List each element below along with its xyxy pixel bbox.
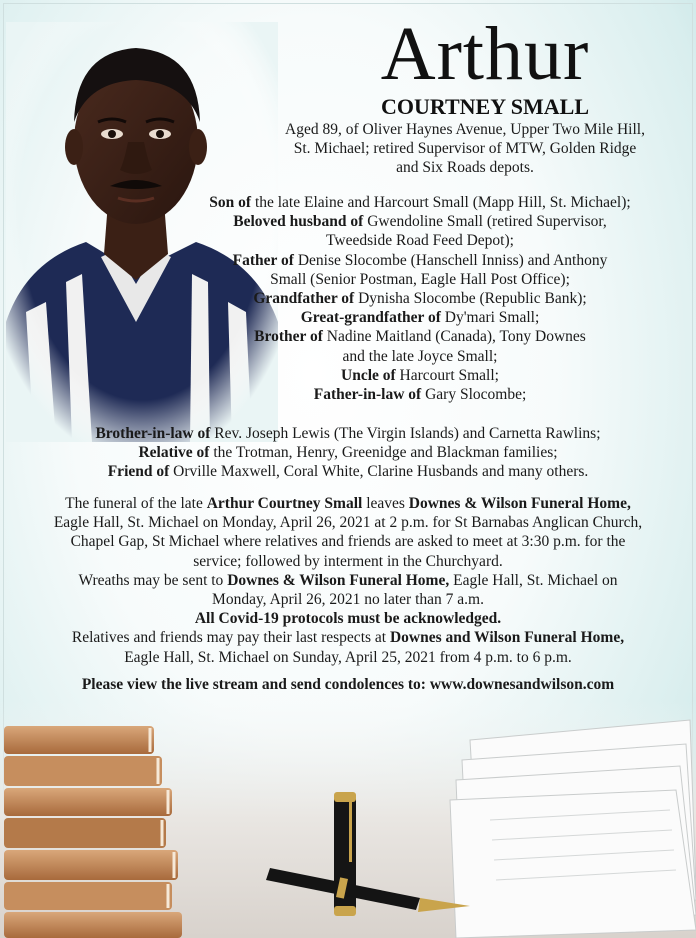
fountain-pen-cap-icon: [334, 792, 356, 916]
relation-friend-of: [6, 462, 690, 481]
funeral-text: Eagle Hall, St. Michael on: [449, 571, 618, 589]
deceased-surname-line: COURTNEY SMALL: [380, 94, 590, 119]
relation-text: the Trotman, Henry, Greenidge and Blackman families;: [209, 444, 558, 462]
relation-text: Dy'mari Small;: [440, 309, 540, 327]
relation-son-of: [150, 193, 690, 212]
relation-text: Denise Slocombe (Hanschell Inniss) and Anthony: [293, 251, 608, 269]
relation-label: Beloved husband of: [233, 213, 364, 231]
decorative-books-pen-papers: [0, 700, 696, 938]
relation-text: Gary Slocombe;: [421, 386, 527, 404]
funeral-text: leaves: [362, 495, 409, 512]
relations-list: [150, 193, 690, 404]
covid-notice: All Covid-19 protocols must be acknowledged.: [194, 610, 502, 628]
relation-text: Orville Maxwell, Coral White, Clarine Husbands and many others.: [169, 463, 589, 481]
deceased-full-name: Arthur Courtney Small: [206, 495, 363, 512]
wreaths-line: [6, 571, 690, 590]
funeral-line: Eagle Hall, St. Michael on Monday, April 26, 2021 at 2 p.m. for St Barnabas Anglican Church,: [53, 514, 643, 532]
intro-line: Aged 89, of Oliver Haynes Avenue, Upper Two Mile Hill,: [285, 121, 645, 138]
relation-uncle-of: [150, 366, 690, 385]
relation-label: Brother of: [254, 328, 323, 346]
relation-great-grandfather-of: [150, 308, 690, 327]
funeral-line: [6, 494, 690, 513]
relation-label: Son of: [209, 194, 252, 211]
livestream-notice: Please view the live stream and send condolences to: www.downesandwilson.com: [81, 675, 615, 693]
funeral-text: Wreaths may be sent to: [78, 571, 228, 589]
relation-text: Rev. Joseph Lewis (The Virgin Islands) and Carnetta Rawlins;: [210, 425, 601, 442]
relation-label: Father-in-law of: [313, 386, 422, 404]
deceased-first-name: Arthur: [380, 12, 590, 96]
intro-line: St. Michael; retired Supervisor of MTW, Golden Ridge: [293, 140, 637, 158]
relation-grandfather-of: [150, 289, 690, 308]
relations-list-wide: [6, 424, 690, 482]
relation-text: Gwendoline Small (retired Supervisor,: [363, 213, 607, 231]
funeral-details: [6, 494, 690, 694]
wreaths-line: Monday, April 26, 2021 no later than 7 a.m.: [212, 591, 484, 609]
relation-text: Dynisha Slocombe (Republic Bank);: [354, 290, 587, 308]
funeral-home-name: Downes & Wilson Funeral Home,: [227, 571, 450, 589]
relation-label: Friend of: [107, 463, 170, 481]
relation-label: Father of: [232, 251, 294, 269]
relation-father-in-law-of: [150, 385, 690, 404]
respects-line: [6, 628, 690, 647]
funeral-home-name: Downes and Wilson Funeral Home,: [389, 629, 625, 647]
relation-relative-of: [6, 443, 690, 462]
funeral-line: Chapel Gap, St Michael where relatives and friends are asked to meet at 3:30 p.m. for the: [70, 533, 626, 551]
relation-text: Nadine Maitland (Canada), Tony Downes: [322, 328, 586, 346]
relation-text: the late Elaine and Harcourt Small (Mapp Hill, St. Michael);: [251, 194, 631, 211]
book-stack-icon: [4, 726, 182, 938]
relation-brother-of: [150, 327, 690, 346]
relation-text-cont: Small (Senior Postman, Eagle Hall Post Office);: [270, 270, 570, 288]
intro-line: and Six Roads depots.: [396, 159, 534, 177]
funeral-text: The funeral of the late: [65, 495, 207, 512]
paper-stack-icon: [450, 720, 696, 938]
relation-label: Uncle of: [341, 366, 396, 384]
relation-brother-in-law-of: [6, 424, 690, 443]
funeral-home-name: Downes & Wilson Funeral Home,: [408, 495, 631, 512]
relation-husband-of: [150, 212, 690, 231]
relation-label: Relative of: [138, 444, 210, 462]
relation-text: Harcourt Small;: [395, 366, 499, 384]
relation-label: Brother-in-law of: [95, 425, 211, 442]
relation-father-of: [150, 251, 690, 270]
funeral-line: service; followed by interment in the Churchyard.: [193, 552, 503, 570]
funeral-text: Relatives and friends may pay their last respects at: [71, 629, 390, 647]
relation-label: Great-grandfather of: [300, 309, 441, 327]
relation-text-cont: and the late Joyce Small;: [342, 347, 498, 365]
relation-label: Grandfather of: [253, 290, 355, 308]
intro-paragraph: [255, 120, 675, 178]
respects-line: Eagle Hall, St. Michael on Sunday, April 25, 2021 from 4 p.m. to 6 p.m.: [124, 648, 572, 666]
relation-text-cont: Tweedside Road Feed Depot);: [326, 232, 514, 250]
